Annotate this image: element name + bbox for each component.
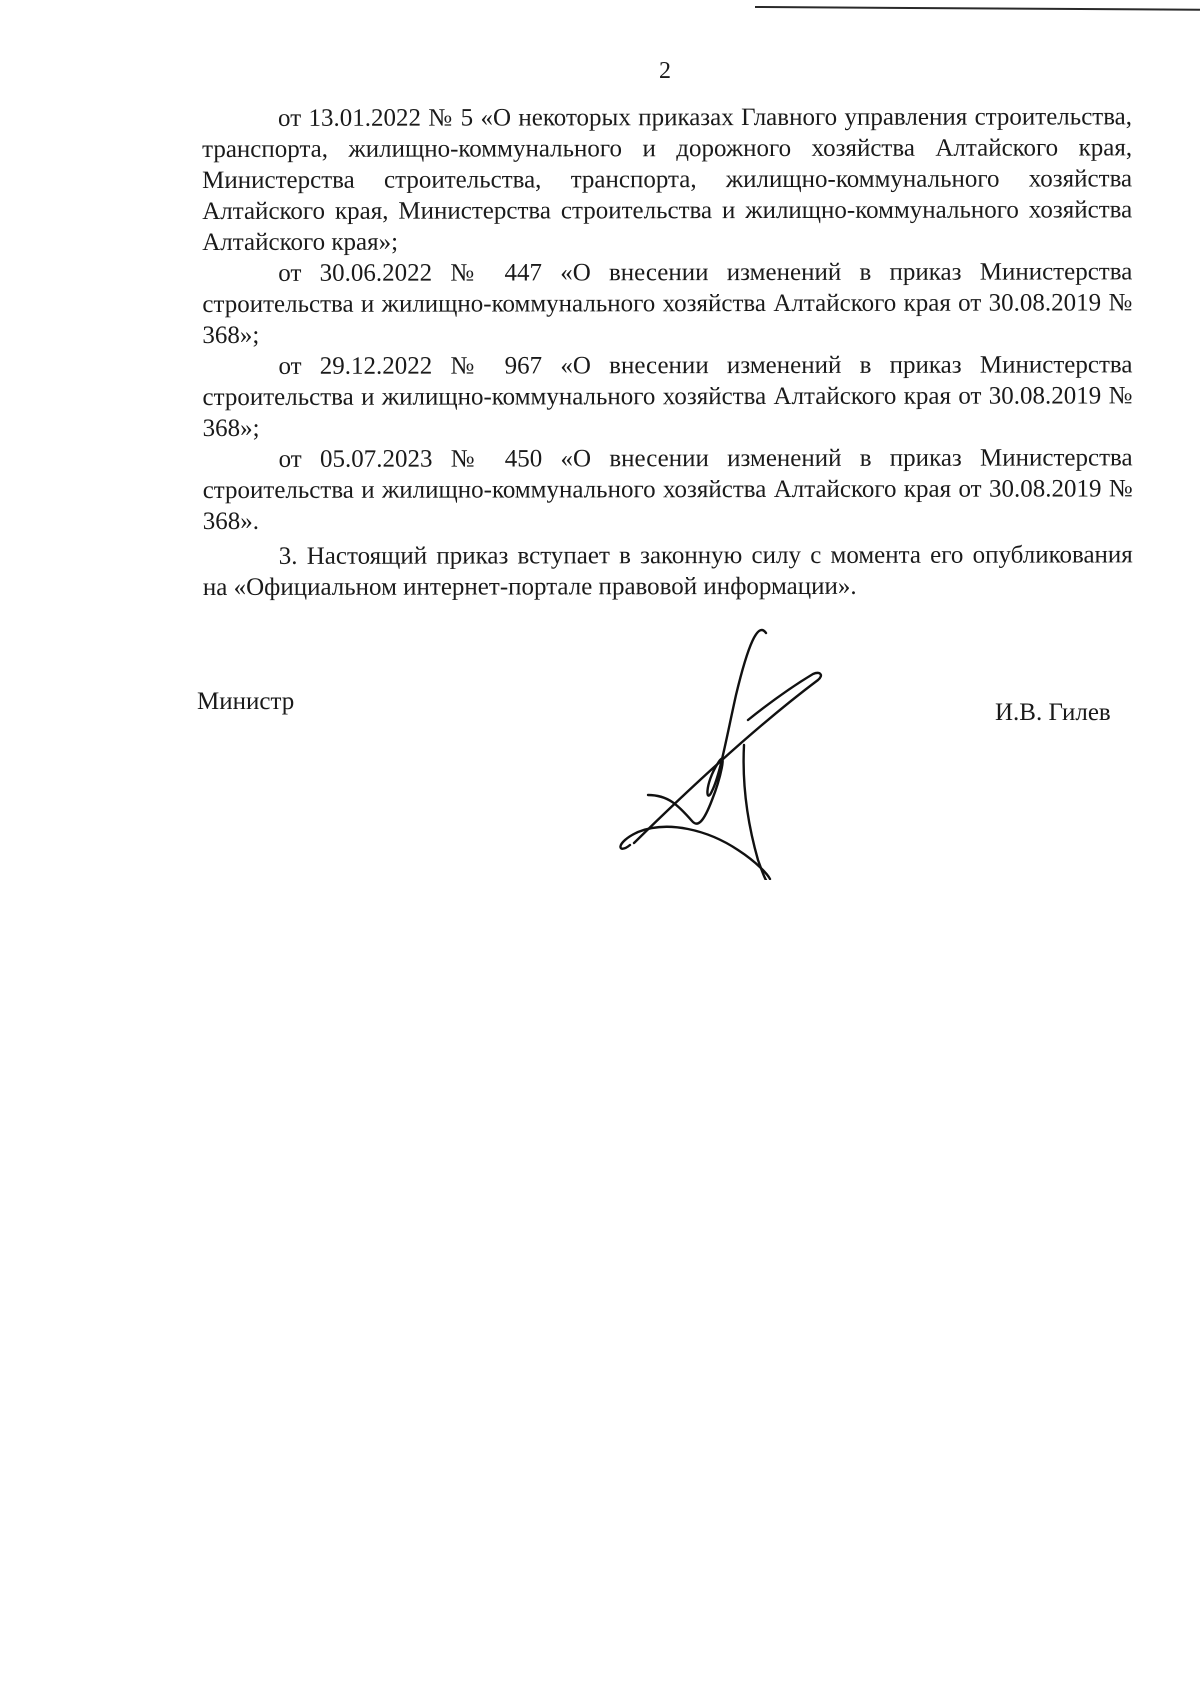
paragraph-order-447: от 30.06.2022 № 447 «О внесении изменений в приказ Министерства строительства и жилищно-коммунального хозяйства Алтайского края от 30.08.2019 № 368»;: [202, 258, 1133, 349]
signature-stroke-main: [648, 630, 766, 824]
paragraph-order-967: от 29.12.2022 № 967 «О внесении изменений в приказ Министерства строительства и жилищно-коммунального хозяйства Алтайского края от 30.08.2019 № 368»;: [202, 351, 1133, 442]
signatory-name: И.В. Гилев: [995, 699, 1111, 726]
signatory-role: Министр: [197, 688, 295, 715]
paragraph-order-5: от 13.01.2022 № 5 «О некоторых приказах Главного управления строительства, транспорта, жилищно-коммунального и дорожного хозяйства Алтайского края, Министерства строительства, транспорта, жилищно-коммунального хозяйства Алтайского края, Министерства строительства и жилищно-коммунального хозяйства Алтайского края»;: [202, 103, 1133, 256]
document-body: [202, 101, 1133, 603]
page-number: 2: [659, 58, 671, 84]
signature-stroke-diagonal: [634, 673, 821, 843]
handwritten-signature: [608, 625, 838, 880]
signature-stroke-descender: [744, 745, 766, 880]
scan-edge-line: [755, 6, 1200, 11]
paragraph-order-450: от 05.07.2023 № 450 «О внесении изменений в приказ Министерства строительства и жилищно-коммунального хозяйства Алтайского края от 30.08.2019 № 368».: [202, 444, 1133, 535]
paragraph-effective-date: 3. Настоящий приказ вступает в законную силу с момента его опубликования на «Официальном интернет-портале правовой информации».: [202, 541, 1133, 601]
